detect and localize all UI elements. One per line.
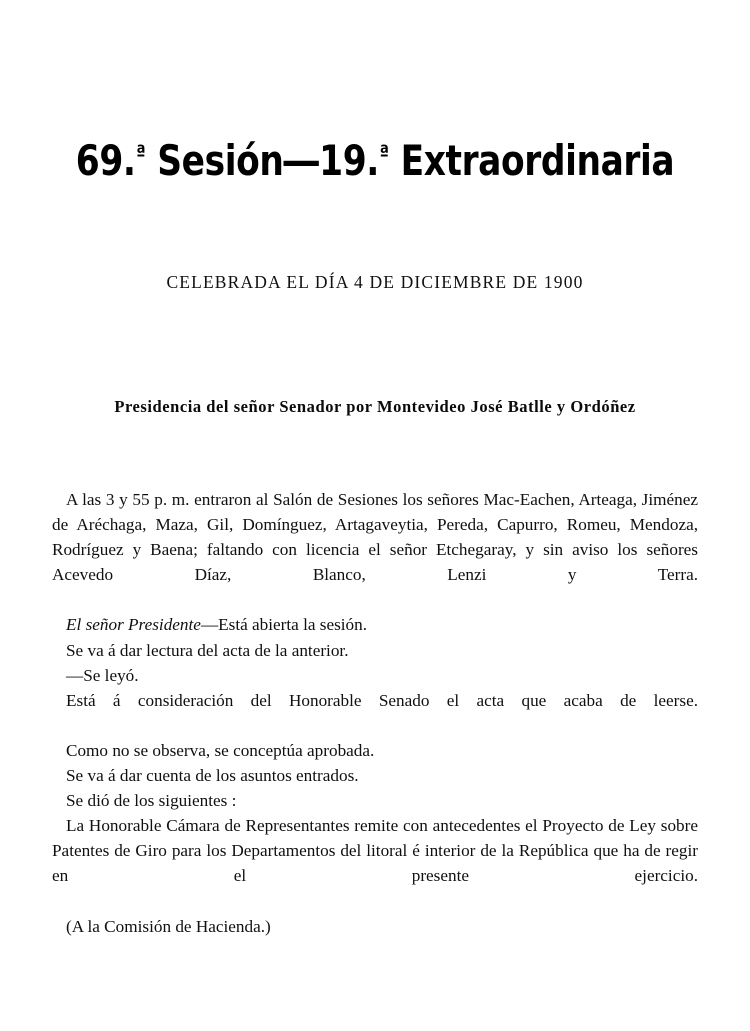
- paragraph-attendance: A las 3 y 55 p. m. entraron al Salón de Sesiones los señores Mac-Eachen, Arteaga, Jiménez de Aréchaga, Maza, Gil, Domínguez, Artagaveytia, Pereda, Capurro, Romeu, Mendoza, Rodríguez y Baena; faltando con licencia el señor Etchegaray, y sin aviso los señores Acevedo Díaz, Blanco, Lenzi y Terra.: [52, 490, 698, 585]
- paragraph-was-read: —Se leyó.: [66, 665, 139, 685]
- speaker-statement: Está abierta la sesión.: [218, 615, 368, 635]
- document-subtitle: CELEBRADA EL DÍA 4 DE DICIEMBRE DE 1900: [166, 272, 584, 292]
- title-extra-word: Extraordinaria: [400, 136, 675, 186]
- title-extra-number: 19: [319, 136, 367, 186]
- title-session-period: .: [122, 136, 136, 186]
- title-extra-ordinal: ª: [379, 141, 390, 166]
- title-session-number: 69: [75, 136, 123, 186]
- paragraph-approved: Como no se observa, se conceptúa aprobada.: [66, 740, 375, 760]
- speaker-label: El señor Presidente: [66, 615, 201, 635]
- session-body: [52, 487, 698, 939]
- paragraph-read-minutes: Se va á dar lectura del acta de la anterior.: [66, 640, 349, 660]
- title-session-word: Sesión: [157, 136, 284, 186]
- page-title: [68, 136, 683, 186]
- title-extra-period: .: [366, 136, 380, 186]
- paragraph-following-given: Se dió de los siguientes :: [66, 791, 237, 811]
- paragraph-committee-referral: (A la Comisión de Hacienda.): [66, 916, 271, 936]
- paragraph-chamber-bill: La Honorable Cámara de Representantes remite con antecedentes el Proyecto de Ley sobre Patentes de Giro para los Departamentos del litoral é interior de la República que ha de regir en el presente ejercicio.: [52, 816, 698, 886]
- presidency-line: Presidencia del señor Senador por Montevideo José Batlle y Ordóñez: [114, 397, 636, 416]
- speaker-dash: —: [200, 615, 219, 635]
- paragraph-president-opens: [52, 612, 698, 637]
- title-dash: —: [281, 136, 321, 186]
- paragraph-minutes-consideration: Está á consideración del Honorable Senado el acta que acaba de leerse.: [66, 690, 698, 710]
- title-session-ordinal: ª: [135, 141, 146, 166]
- paragraph-business-entered: Se va á dar cuenta de los asuntos entrados.: [66, 766, 359, 786]
